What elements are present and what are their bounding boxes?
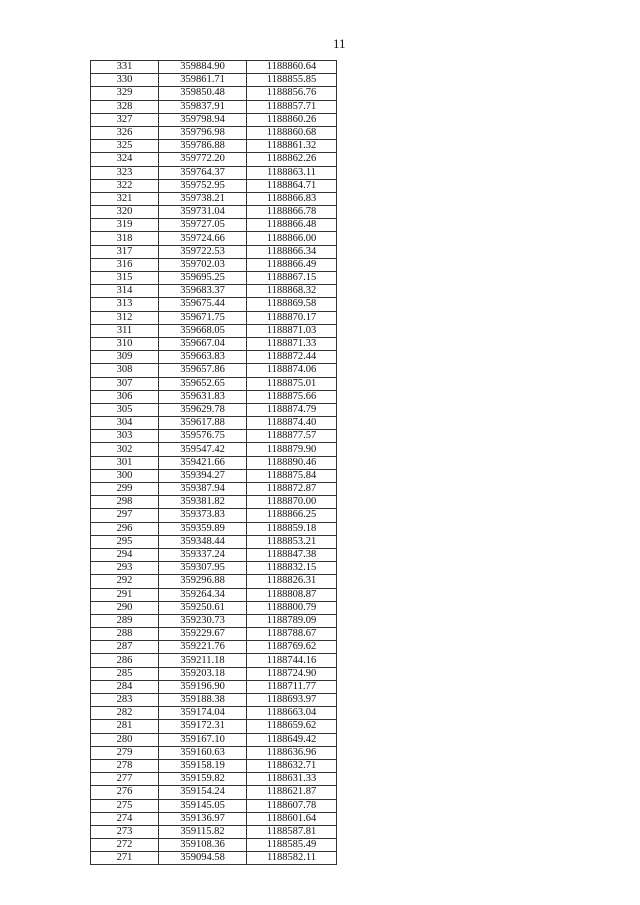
y-coordinate-cell: 1188869.58 bbox=[247, 298, 337, 311]
y-coordinate-cell: 1188800.79 bbox=[247, 601, 337, 614]
x-coordinate-cell: 359264.34 bbox=[159, 588, 247, 601]
point-number-cell: 294 bbox=[91, 548, 159, 561]
y-coordinate-cell: 1188875.84 bbox=[247, 469, 337, 482]
y-coordinate-cell: 1188788.67 bbox=[247, 628, 337, 641]
y-coordinate-cell: 1188866.48 bbox=[247, 219, 337, 232]
table-row bbox=[91, 206, 337, 219]
table-row bbox=[91, 799, 337, 812]
x-coordinate-cell: 359172.31 bbox=[159, 720, 247, 733]
point-number-cell: 283 bbox=[91, 694, 159, 707]
table-row bbox=[91, 641, 337, 654]
y-coordinate-cell: 1188870.00 bbox=[247, 496, 337, 509]
x-coordinate-cell: 359837.91 bbox=[159, 100, 247, 113]
table-row bbox=[91, 324, 337, 337]
table-row bbox=[91, 192, 337, 205]
point-number-cell: 289 bbox=[91, 614, 159, 627]
y-coordinate-cell: 1188663.04 bbox=[247, 707, 337, 720]
x-coordinate-cell: 359196.90 bbox=[159, 680, 247, 693]
x-coordinate-cell: 359731.04 bbox=[159, 206, 247, 219]
table-row bbox=[91, 166, 337, 179]
table-row bbox=[91, 522, 337, 535]
point-number-cell: 286 bbox=[91, 654, 159, 667]
table-row bbox=[91, 140, 337, 153]
y-coordinate-cell: 1188871.33 bbox=[247, 337, 337, 350]
x-coordinate-cell: 359136.97 bbox=[159, 812, 247, 825]
x-coordinate-cell: 359764.37 bbox=[159, 166, 247, 179]
point-number-cell: 316 bbox=[91, 258, 159, 271]
y-coordinate-cell: 1188867.15 bbox=[247, 272, 337, 285]
table-row bbox=[91, 87, 337, 100]
y-coordinate-cell: 1188879.90 bbox=[247, 443, 337, 456]
x-coordinate-cell: 359772.20 bbox=[159, 153, 247, 166]
y-coordinate-cell: 1188862.26 bbox=[247, 153, 337, 166]
point-number-cell: 307 bbox=[91, 377, 159, 390]
y-coordinate-cell: 1188875.01 bbox=[247, 377, 337, 390]
table-row bbox=[91, 654, 337, 667]
x-coordinate-cell: 359617.88 bbox=[159, 417, 247, 430]
x-coordinate-cell: 359884.90 bbox=[159, 61, 247, 74]
table-row bbox=[91, 733, 337, 746]
x-coordinate-cell: 359296.88 bbox=[159, 575, 247, 588]
y-coordinate-cell: 1188866.00 bbox=[247, 232, 337, 245]
y-coordinate-cell: 1188826.31 bbox=[247, 575, 337, 588]
point-number-cell: 279 bbox=[91, 746, 159, 759]
point-number-cell: 295 bbox=[91, 535, 159, 548]
point-number-cell: 278 bbox=[91, 759, 159, 772]
y-coordinate-cell: 1188866.34 bbox=[247, 245, 337, 258]
x-coordinate-cell: 359667.04 bbox=[159, 337, 247, 350]
y-coordinate-cell: 1188870.17 bbox=[247, 311, 337, 324]
table-row bbox=[91, 562, 337, 575]
point-number-cell: 330 bbox=[91, 74, 159, 87]
table-row bbox=[91, 126, 337, 139]
y-coordinate-cell: 1188832.15 bbox=[247, 562, 337, 575]
y-coordinate-cell: 1188872.87 bbox=[247, 483, 337, 496]
y-coordinate-cell: 1188866.78 bbox=[247, 206, 337, 219]
table-row bbox=[91, 74, 337, 87]
x-coordinate-cell: 359229.67 bbox=[159, 628, 247, 641]
x-coordinate-cell: 359683.37 bbox=[159, 285, 247, 298]
table-row bbox=[91, 285, 337, 298]
table-row bbox=[91, 825, 337, 838]
y-coordinate-cell: 1188855.85 bbox=[247, 74, 337, 87]
x-coordinate-cell: 359394.27 bbox=[159, 469, 247, 482]
point-number-cell: 324 bbox=[91, 153, 159, 166]
point-number-cell: 298 bbox=[91, 496, 159, 509]
point-number-cell: 296 bbox=[91, 522, 159, 535]
point-number-cell: 277 bbox=[91, 773, 159, 786]
y-coordinate-cell: 1188877.57 bbox=[247, 430, 337, 443]
y-coordinate-cell: 1188871.03 bbox=[247, 324, 337, 337]
table-row bbox=[91, 496, 337, 509]
point-number-cell: 325 bbox=[91, 140, 159, 153]
point-number-cell: 302 bbox=[91, 443, 159, 456]
point-number-cell: 304 bbox=[91, 417, 159, 430]
y-coordinate-cell: 1188808.87 bbox=[247, 588, 337, 601]
x-coordinate-cell: 359159.82 bbox=[159, 773, 247, 786]
x-coordinate-cell: 359337.24 bbox=[159, 548, 247, 561]
x-coordinate-cell: 359230.73 bbox=[159, 614, 247, 627]
y-coordinate-cell: 1188587.81 bbox=[247, 825, 337, 838]
table-row bbox=[91, 680, 337, 693]
y-coordinate-cell: 1188601.64 bbox=[247, 812, 337, 825]
table-row bbox=[91, 390, 337, 403]
table-row bbox=[91, 483, 337, 496]
point-number-cell: 329 bbox=[91, 87, 159, 100]
x-coordinate-cell: 359158.19 bbox=[159, 759, 247, 772]
table-row bbox=[91, 746, 337, 759]
x-coordinate-cell: 359211.18 bbox=[159, 654, 247, 667]
table-row bbox=[91, 852, 337, 865]
y-coordinate-cell: 1188874.79 bbox=[247, 403, 337, 416]
point-number-cell: 323 bbox=[91, 166, 159, 179]
x-coordinate-cell: 359167.10 bbox=[159, 733, 247, 746]
table-row bbox=[91, 337, 337, 350]
point-number-cell: 280 bbox=[91, 733, 159, 746]
y-coordinate-cell: 1188582.11 bbox=[247, 852, 337, 865]
point-number-cell: 308 bbox=[91, 364, 159, 377]
x-coordinate-cell: 359576.75 bbox=[159, 430, 247, 443]
table-row bbox=[91, 311, 337, 324]
x-coordinate-cell: 359547.42 bbox=[159, 443, 247, 456]
table-row bbox=[91, 430, 337, 443]
table-row bbox=[91, 720, 337, 733]
x-coordinate-cell: 359108.36 bbox=[159, 839, 247, 852]
x-coordinate-cell: 359786.88 bbox=[159, 140, 247, 153]
x-coordinate-cell: 359738.21 bbox=[159, 192, 247, 205]
x-coordinate-cell: 359188.38 bbox=[159, 694, 247, 707]
x-coordinate-cell: 359381.82 bbox=[159, 496, 247, 509]
point-number-cell: 319 bbox=[91, 219, 159, 232]
y-coordinate-cell: 1188769.62 bbox=[247, 641, 337, 654]
table-row bbox=[91, 377, 337, 390]
point-number-cell: 285 bbox=[91, 667, 159, 680]
point-number-cell: 300 bbox=[91, 469, 159, 482]
y-coordinate-cell: 1188857.71 bbox=[247, 100, 337, 113]
table-row bbox=[91, 588, 337, 601]
y-coordinate-cell: 1188744.16 bbox=[247, 654, 337, 667]
x-coordinate-cell: 359702.03 bbox=[159, 258, 247, 271]
y-coordinate-cell: 1188860.68 bbox=[247, 126, 337, 139]
point-number-cell: 281 bbox=[91, 720, 159, 733]
y-coordinate-cell: 1188866.83 bbox=[247, 192, 337, 205]
point-number-cell: 310 bbox=[91, 337, 159, 350]
x-coordinate-cell: 359752.95 bbox=[159, 179, 247, 192]
y-coordinate-cell: 1188853.21 bbox=[247, 535, 337, 548]
table-row bbox=[91, 258, 337, 271]
table-row bbox=[91, 548, 337, 561]
table-row bbox=[91, 403, 337, 416]
x-coordinate-cell: 359094.58 bbox=[159, 852, 247, 865]
table-row bbox=[91, 707, 337, 720]
x-coordinate-cell: 359307.95 bbox=[159, 562, 247, 575]
table-row bbox=[91, 667, 337, 680]
table-row bbox=[91, 773, 337, 786]
x-coordinate-cell: 359145.05 bbox=[159, 799, 247, 812]
point-number-cell: 301 bbox=[91, 456, 159, 469]
x-coordinate-cell: 359250.61 bbox=[159, 601, 247, 614]
x-coordinate-cell: 359652.65 bbox=[159, 377, 247, 390]
point-number-cell: 275 bbox=[91, 799, 159, 812]
x-coordinate-cell: 359629.78 bbox=[159, 403, 247, 416]
x-coordinate-cell: 359387.94 bbox=[159, 483, 247, 496]
point-number-cell: 291 bbox=[91, 588, 159, 601]
x-coordinate-cell: 359850.48 bbox=[159, 87, 247, 100]
y-coordinate-cell: 1188693.97 bbox=[247, 694, 337, 707]
point-number-cell: 303 bbox=[91, 430, 159, 443]
table-row bbox=[91, 786, 337, 799]
table-row bbox=[91, 113, 337, 126]
point-number-cell: 318 bbox=[91, 232, 159, 245]
x-coordinate-cell: 359631.83 bbox=[159, 390, 247, 403]
table-row bbox=[91, 245, 337, 258]
table-row bbox=[91, 153, 337, 166]
y-coordinate-cell: 1188874.40 bbox=[247, 417, 337, 430]
y-coordinate-cell: 1188789.09 bbox=[247, 614, 337, 627]
table-row bbox=[91, 535, 337, 548]
point-number-cell: 272 bbox=[91, 839, 159, 852]
y-coordinate-cell: 1188864.71 bbox=[247, 179, 337, 192]
y-coordinate-cell: 1188585.49 bbox=[247, 839, 337, 852]
point-number-cell: 293 bbox=[91, 562, 159, 575]
y-coordinate-cell: 1188632.71 bbox=[247, 759, 337, 772]
point-number-cell: 321 bbox=[91, 192, 159, 205]
table-row bbox=[91, 509, 337, 522]
table-row bbox=[91, 232, 337, 245]
x-coordinate-cell: 359675.44 bbox=[159, 298, 247, 311]
table-row bbox=[91, 812, 337, 825]
point-number-cell: 312 bbox=[91, 311, 159, 324]
point-number-cell: 290 bbox=[91, 601, 159, 614]
x-coordinate-cell: 359671.75 bbox=[159, 311, 247, 324]
x-coordinate-cell: 359373.83 bbox=[159, 509, 247, 522]
point-number-cell: 320 bbox=[91, 206, 159, 219]
x-coordinate-cell: 359796.98 bbox=[159, 126, 247, 139]
y-coordinate-cell: 1188636.96 bbox=[247, 746, 337, 759]
table-row bbox=[91, 298, 337, 311]
point-number-cell: 317 bbox=[91, 245, 159, 258]
table-row bbox=[91, 364, 337, 377]
table-row bbox=[91, 272, 337, 285]
table-row bbox=[91, 759, 337, 772]
y-coordinate-cell: 1188859.18 bbox=[247, 522, 337, 535]
y-coordinate-cell: 1188860.64 bbox=[247, 61, 337, 74]
y-coordinate-cell: 1188711.77 bbox=[247, 680, 337, 693]
point-number-cell: 292 bbox=[91, 575, 159, 588]
table-row bbox=[91, 469, 337, 482]
x-coordinate-cell: 359668.05 bbox=[159, 324, 247, 337]
table-row bbox=[91, 575, 337, 588]
point-number-cell: 309 bbox=[91, 351, 159, 364]
y-coordinate-cell: 1188861.32 bbox=[247, 140, 337, 153]
x-coordinate-cell: 359657.86 bbox=[159, 364, 247, 377]
x-coordinate-cell: 359160.63 bbox=[159, 746, 247, 759]
table-row bbox=[91, 694, 337, 707]
y-coordinate-cell: 1188866.25 bbox=[247, 509, 337, 522]
point-number-cell: 282 bbox=[91, 707, 159, 720]
x-coordinate-cell: 359359.89 bbox=[159, 522, 247, 535]
table-row bbox=[91, 351, 337, 364]
table-row bbox=[91, 417, 337, 430]
y-coordinate-cell: 1188863.11 bbox=[247, 166, 337, 179]
y-coordinate-cell: 1188874.06 bbox=[247, 364, 337, 377]
table-row bbox=[91, 219, 337, 232]
point-number-cell: 327 bbox=[91, 113, 159, 126]
y-coordinate-cell: 1188866.49 bbox=[247, 258, 337, 271]
y-coordinate-cell: 1188856.76 bbox=[247, 87, 337, 100]
point-number-cell: 311 bbox=[91, 324, 159, 337]
point-number-cell: 284 bbox=[91, 680, 159, 693]
x-coordinate-cell: 359722.53 bbox=[159, 245, 247, 258]
x-coordinate-cell: 359798.94 bbox=[159, 113, 247, 126]
point-number-cell: 305 bbox=[91, 403, 159, 416]
y-coordinate-cell: 1188872.44 bbox=[247, 351, 337, 364]
y-coordinate-cell: 1188659.62 bbox=[247, 720, 337, 733]
point-number-cell: 273 bbox=[91, 825, 159, 838]
point-number-cell: 331 bbox=[91, 61, 159, 74]
x-coordinate-cell: 359174.04 bbox=[159, 707, 247, 720]
x-coordinate-cell: 359348.44 bbox=[159, 535, 247, 548]
x-coordinate-cell: 359861.71 bbox=[159, 74, 247, 87]
x-coordinate-cell: 359203.18 bbox=[159, 667, 247, 680]
page-number: 11 bbox=[333, 36, 346, 51]
table-row bbox=[91, 100, 337, 113]
y-coordinate-cell: 1188621.87 bbox=[247, 786, 337, 799]
table-row bbox=[91, 601, 337, 614]
point-number-cell: 313 bbox=[91, 298, 159, 311]
point-number-cell: 271 bbox=[91, 852, 159, 865]
point-number-cell: 288 bbox=[91, 628, 159, 641]
point-number-cell: 297 bbox=[91, 509, 159, 522]
table-row bbox=[91, 61, 337, 74]
point-number-cell: 299 bbox=[91, 483, 159, 496]
x-coordinate-cell: 359724.66 bbox=[159, 232, 247, 245]
x-coordinate-cell: 359663.83 bbox=[159, 351, 247, 364]
coordinates-table-body bbox=[91, 61, 337, 865]
x-coordinate-cell: 359154.24 bbox=[159, 786, 247, 799]
y-coordinate-cell: 1188860.26 bbox=[247, 113, 337, 126]
x-coordinate-cell: 359115.82 bbox=[159, 825, 247, 838]
point-number-cell: 328 bbox=[91, 100, 159, 113]
table-row bbox=[91, 839, 337, 852]
table-row bbox=[91, 179, 337, 192]
point-number-cell: 326 bbox=[91, 126, 159, 139]
y-coordinate-cell: 1188649.42 bbox=[247, 733, 337, 746]
x-coordinate-cell: 359421.66 bbox=[159, 456, 247, 469]
x-coordinate-cell: 359221.76 bbox=[159, 641, 247, 654]
point-number-cell: 276 bbox=[91, 786, 159, 799]
y-coordinate-cell: 1188847.38 bbox=[247, 548, 337, 561]
table-row bbox=[91, 614, 337, 627]
y-coordinate-cell: 1188607.78 bbox=[247, 799, 337, 812]
coordinates-table bbox=[90, 60, 337, 865]
y-coordinate-cell: 1188890.46 bbox=[247, 456, 337, 469]
y-coordinate-cell: 1188631.33 bbox=[247, 773, 337, 786]
x-coordinate-cell: 359695.25 bbox=[159, 272, 247, 285]
y-coordinate-cell: 1188868.32 bbox=[247, 285, 337, 298]
table-row bbox=[91, 628, 337, 641]
point-number-cell: 314 bbox=[91, 285, 159, 298]
y-coordinate-cell: 1188724.90 bbox=[247, 667, 337, 680]
point-number-cell: 315 bbox=[91, 272, 159, 285]
table-row bbox=[91, 443, 337, 456]
point-number-cell: 274 bbox=[91, 812, 159, 825]
table-row bbox=[91, 456, 337, 469]
point-number-cell: 306 bbox=[91, 390, 159, 403]
point-number-cell: 322 bbox=[91, 179, 159, 192]
y-coordinate-cell: 1188875.66 bbox=[247, 390, 337, 403]
point-number-cell: 287 bbox=[91, 641, 159, 654]
x-coordinate-cell: 359727.05 bbox=[159, 219, 247, 232]
